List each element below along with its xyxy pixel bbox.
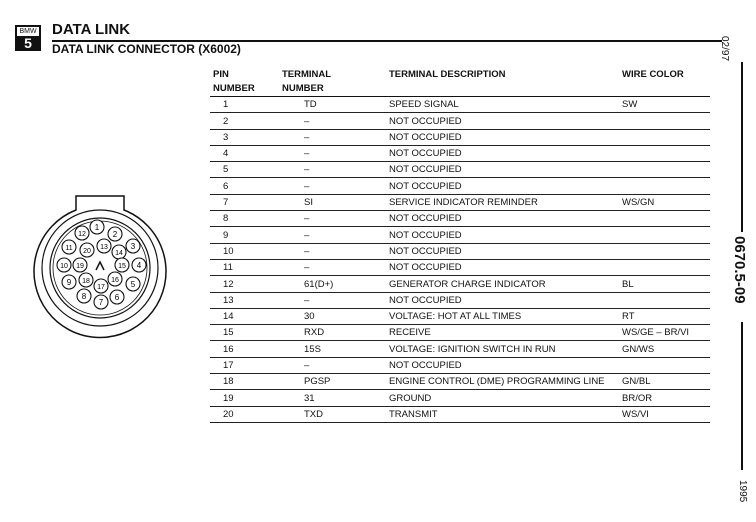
table-row	[210, 374, 710, 390]
connector-pin-label: 4	[136, 261, 142, 270]
pin-cell: 16	[210, 341, 279, 357]
pin-cell: 2	[210, 113, 279, 129]
wire-color-cell	[619, 145, 710, 161]
connector-pin-label: 12	[78, 231, 86, 238]
wire-color-cell	[619, 113, 710, 129]
table-row	[210, 390, 710, 406]
pin-cell: 18	[210, 374, 279, 390]
connector-pin-label: 15	[118, 263, 126, 270]
description-cell: NOT OCCUPIED	[386, 357, 619, 373]
connector-pin-label: 18	[82, 278, 90, 285]
pin-cell: 12	[210, 276, 279, 292]
connector-pin-label: 14	[115, 250, 123, 257]
table-row	[210, 162, 710, 178]
pin-cell: 15	[210, 325, 279, 341]
table-header-row	[210, 68, 710, 97]
pin-cell: 13	[210, 292, 279, 308]
connector-pin-label: 16	[111, 277, 119, 284]
connector-pin-label: 10	[60, 263, 68, 270]
side-divider-bottom	[741, 322, 743, 470]
terminal-cell: TD	[279, 97, 386, 113]
pin-cell: 11	[210, 259, 279, 275]
terminal-cell: –	[279, 178, 386, 194]
terminal-cell: –	[279, 259, 386, 275]
table-row	[210, 145, 710, 161]
pin-cell: 5	[210, 162, 279, 178]
description-cell: VOLTAGE: IGNITION SWITCH IN RUN	[386, 341, 619, 357]
wire-color-cell	[619, 292, 710, 308]
wire-color-cell	[619, 162, 710, 178]
description-cell: NOT OCCUPIED	[386, 292, 619, 308]
pin-cell: 6	[210, 178, 279, 194]
logo-series: 5	[17, 37, 39, 50]
table-row	[210, 194, 710, 210]
table-row	[210, 243, 710, 259]
terminal-cell: PGSP	[279, 374, 386, 390]
description-cell: NOT OCCUPIED	[386, 129, 619, 145]
description-cell: SERVICE INDICATOR REMINDER	[386, 194, 619, 210]
page-subtitle: DATA LINK CONNECTOR (X6002)	[52, 42, 241, 56]
side-date: 02/97	[719, 36, 730, 62]
description-cell: VOLTAGE: HOT AT ALL TIMES	[386, 308, 619, 324]
wire-color-cell: GN/BL	[619, 374, 710, 390]
terminal-cell: –	[279, 357, 386, 373]
wire-color-cell: BL	[619, 276, 710, 292]
side-year: 1995	[737, 480, 748, 503]
connector-pin-label: 17	[97, 284, 105, 291]
table-row	[210, 357, 710, 373]
table-row	[210, 276, 710, 292]
description-cell: NOT OCCUPIED	[386, 145, 619, 161]
pin-cell: 10	[210, 243, 279, 259]
col-description-header: TERMINAL DESCRIPTION	[386, 68, 619, 97]
description-cell: ENGINE CONTROL (DME) PROGRAMMING LINE	[386, 374, 619, 390]
table-row	[210, 97, 710, 113]
wire-color-cell	[619, 357, 710, 373]
terminal-cell: SI	[279, 194, 386, 210]
table-row	[210, 292, 710, 308]
terminal-cell: –	[279, 243, 386, 259]
pin-cell: 8	[210, 211, 279, 227]
table-row	[210, 341, 710, 357]
wire-color-cell	[619, 259, 710, 275]
description-cell: NOT OCCUPIED	[386, 113, 619, 129]
wire-color-cell: GN/WS	[619, 341, 710, 357]
description-cell: TRANSMIT	[386, 406, 619, 422]
pin-cell: 4	[210, 145, 279, 161]
terminal-cell: –	[279, 227, 386, 243]
col-terminal-header: TERMINAL NUMBER	[279, 68, 386, 97]
table-row	[210, 308, 710, 324]
wire-color-cell	[619, 178, 710, 194]
connector-pin-label: 19	[76, 263, 84, 270]
wire-color-cell	[619, 243, 710, 259]
table-row	[210, 259, 710, 275]
table-row	[210, 178, 710, 194]
description-cell: NOT OCCUPIED	[386, 162, 619, 178]
connector-diagram	[22, 190, 172, 350]
terminal-cell: 15S	[279, 341, 386, 357]
terminal-cell: –	[279, 292, 386, 308]
pin-cell: 9	[210, 227, 279, 243]
pin-cell: 14	[210, 308, 279, 324]
pin-cell: 7	[210, 194, 279, 210]
wire-color-cell: SW	[619, 97, 710, 113]
pin-table	[210, 68, 710, 423]
connector-pin-label: 3	[130, 242, 136, 251]
description-cell: SPEED SIGNAL	[386, 97, 619, 113]
pin-cell: 20	[210, 406, 279, 422]
col-wire-header: WIRE COLOR	[619, 68, 710, 97]
connector-pin-label: 8	[81, 292, 87, 301]
terminal-cell: 31	[279, 390, 386, 406]
table-row	[210, 113, 710, 129]
description-cell: GENERATOR CHARGE INDICATOR	[386, 276, 619, 292]
connector-pin-label: 7	[98, 298, 104, 307]
table-row	[210, 129, 710, 145]
connector-pin-label: 5	[130, 280, 136, 289]
connector-pin-label: 13	[100, 244, 108, 251]
bmw-logo	[15, 25, 41, 51]
pin-cell: 1	[210, 97, 279, 113]
wire-color-cell	[619, 211, 710, 227]
description-cell: NOT OCCUPIED	[386, 259, 619, 275]
connector-pin-label: 11	[65, 245, 73, 252]
side-section-code: 0670.5-09	[731, 236, 748, 304]
table-row	[210, 325, 710, 341]
page-title: DATA LINK	[52, 21, 131, 38]
description-cell: NOT OCCUPIED	[386, 227, 619, 243]
wire-color-cell: BR/OR	[619, 390, 710, 406]
wire-color-cell: RT	[619, 308, 710, 324]
connector-pin-label: 9	[66, 278, 72, 287]
terminal-cell: –	[279, 145, 386, 161]
description-cell: NOT OCCUPIED	[386, 211, 619, 227]
pin-cell: 19	[210, 390, 279, 406]
pin-cell: 17	[210, 357, 279, 373]
connector-pin-label: 6	[114, 293, 120, 302]
logo-brand: BMW	[17, 27, 39, 37]
col-pin-header: PIN NUMBER	[210, 68, 279, 97]
table-row	[210, 211, 710, 227]
wire-color-cell: WS/VI	[619, 406, 710, 422]
terminal-cell: –	[279, 129, 386, 145]
description-cell: RECEIVE	[386, 325, 619, 341]
terminal-cell: TXD	[279, 406, 386, 422]
wire-color-cell: WS/GE – BR/VI	[619, 325, 710, 341]
terminal-cell: –	[279, 162, 386, 178]
description-cell: NOT OCCUPIED	[386, 243, 619, 259]
terminal-cell: RXD	[279, 325, 386, 341]
pin-cell: 3	[210, 129, 279, 145]
terminal-cell: 30	[279, 308, 386, 324]
terminal-cell: –	[279, 211, 386, 227]
terminal-cell: –	[279, 113, 386, 129]
connector-pin-label: 20	[83, 248, 91, 255]
side-divider-top	[741, 62, 743, 232]
table-row	[210, 406, 710, 422]
table-row	[210, 227, 710, 243]
connector-pin-label: 2	[112, 230, 118, 239]
wire-color-cell: WS/GN	[619, 194, 710, 210]
description-cell: GROUND	[386, 390, 619, 406]
terminal-cell: 61(D+)	[279, 276, 386, 292]
wire-color-cell	[619, 129, 710, 145]
description-cell: NOT OCCUPIED	[386, 178, 619, 194]
connector-pin-label: 1	[94, 223, 100, 232]
key-caret-icon	[96, 262, 104, 270]
wire-color-cell	[619, 227, 710, 243]
